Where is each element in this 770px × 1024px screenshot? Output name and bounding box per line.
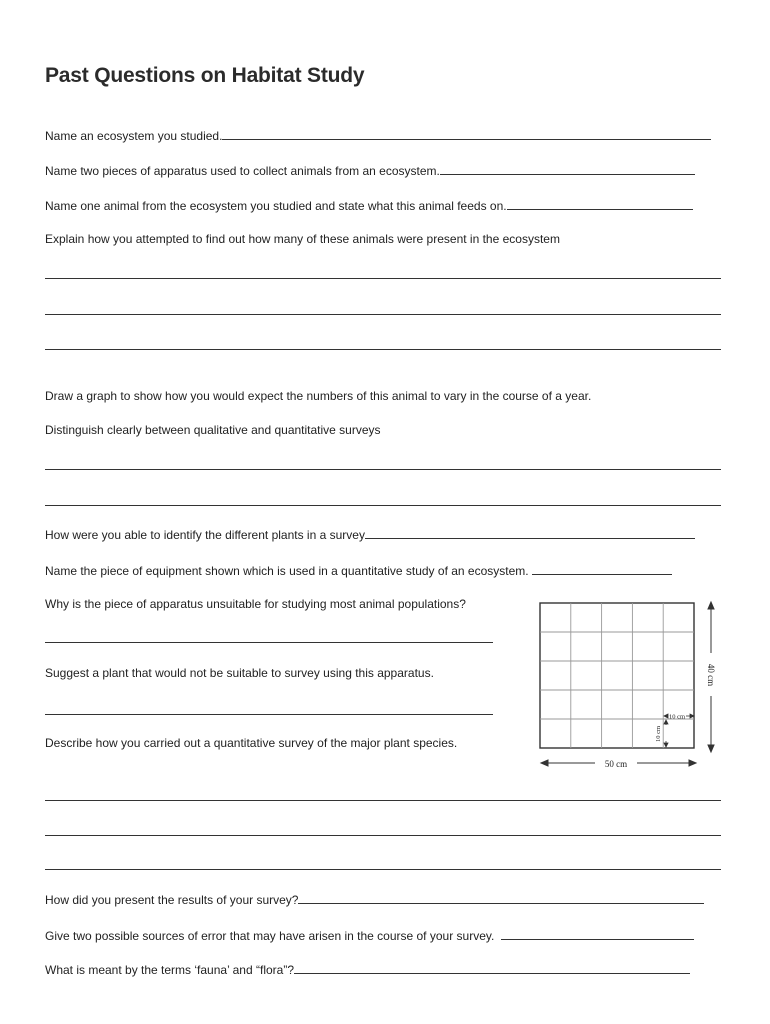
question-text: Name an ecosystem you studied.: [45, 129, 223, 143]
question-unsuitable-plant: Suggest a plant that would not be suitable to survey using this apparatus.: [45, 666, 434, 680]
question-text: Name two pieces of apparatus used to collect animals from an ecosystem.: [45, 164, 440, 178]
question-text: How did you present the results of your survey?: [45, 893, 299, 907]
question-text: What is meant by the terms ‘fauna’ and “flora”?: [45, 963, 294, 977]
quadrat-grid: [540, 603, 694, 748]
question-text: How were you able to identify the different plants in a survey: [45, 528, 365, 542]
question-text: Name one animal from the ecosystem you studied and state what this animal feeds on.: [45, 199, 507, 213]
answer-blank[interactable]: [440, 163, 695, 175]
answer-line[interactable]: [45, 505, 721, 506]
cell-height-label: 10 cm: [655, 725, 662, 743]
width-label: 50 cm: [604, 759, 628, 769]
page-title: Past Questions on Habitat Study: [45, 64, 365, 87]
question-text: Name the piece of equipment shown which is used in a quantitative study of an ecosystem.: [45, 564, 529, 578]
answer-blank[interactable]: [501, 928, 694, 940]
answer-line[interactable]: [45, 642, 493, 643]
question-animal-feeds: [45, 198, 693, 213]
question-text: Give two possible sources of error that may have arisen in the course of your survey.: [45, 929, 495, 943]
answer-line[interactable]: [45, 835, 721, 836]
answer-line[interactable]: [45, 869, 721, 870]
question-unsuitable-apparatus: Why is the piece of apparatus unsuitable for studying most animal populations?: [45, 597, 466, 611]
question-describe-survey: Describe how you carried out a quantitative survey of the major plant species.: [45, 736, 458, 750]
question-ecosystem: [45, 128, 711, 143]
question-population-estimate: Explain how you attempted to find out how many of these animals were present in the ecosystem: [45, 232, 560, 246]
answer-line[interactable]: [45, 714, 493, 715]
question-draw-graph: Draw a graph to show how you would expect the numbers of this animal to vary in the course of a year.: [45, 389, 592, 403]
question-fauna-flora: [45, 962, 690, 977]
question-qualitative-quantitative: Distinguish clearly between qualitative and quantitative surveys: [45, 423, 381, 437]
quadrat-diagram: [537, 598, 727, 776]
answer-blank[interactable]: [532, 563, 672, 575]
question-name-equipment: [45, 563, 672, 578]
answer-blank[interactable]: [365, 527, 695, 539]
quadrat-frame: [540, 603, 694, 748]
question-sources-error: [45, 928, 694, 943]
answer-blank[interactable]: [222, 128, 711, 140]
answer-line[interactable]: [45, 349, 721, 350]
height-label: 40 cm: [706, 663, 716, 687]
question-apparatus: [45, 163, 695, 178]
answer-blank[interactable]: [507, 198, 693, 210]
answer-line[interactable]: [45, 469, 721, 470]
answer-blank[interactable]: [298, 892, 704, 904]
cell-width-label: 10 cm: [668, 713, 686, 721]
question-present-results: [45, 892, 704, 907]
answer-line[interactable]: [45, 314, 721, 315]
answer-blank[interactable]: [294, 962, 690, 974]
answer-line[interactable]: [45, 278, 721, 279]
question-identify-plants: [45, 527, 695, 542]
answer-line[interactable]: [45, 800, 721, 801]
